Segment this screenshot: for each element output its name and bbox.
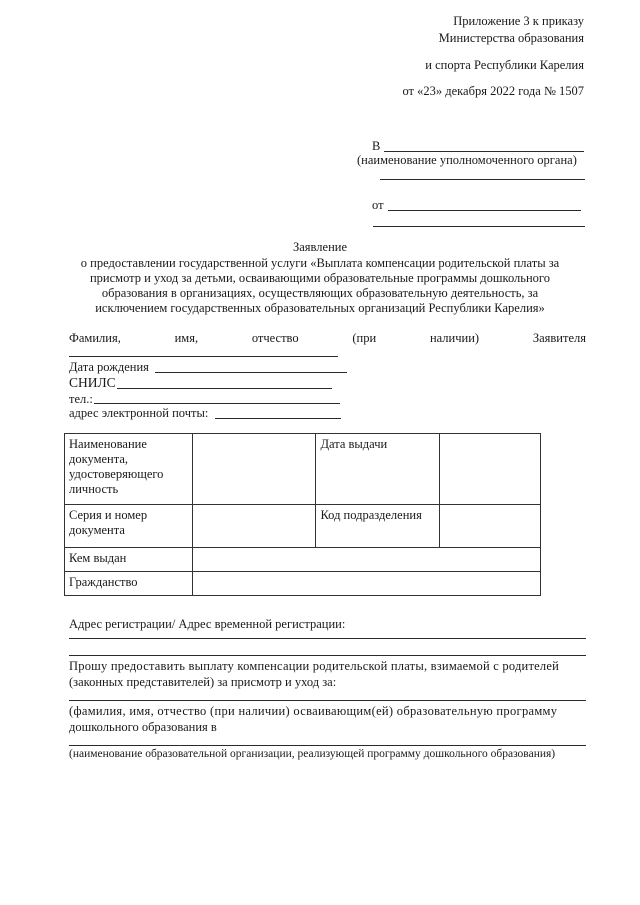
phone-line[interactable] [94, 403, 340, 404]
doc-type-label: Наименование документа, удостоверяющего личность [65, 434, 193, 505]
child-caption-line-2: дошкольного образования в [69, 720, 217, 734]
email-label: адрес электронной почты: [69, 406, 209, 420]
request-line-2: (законных представителей) за присмотр и уход за: [69, 675, 337, 689]
to-prefix: В [372, 139, 381, 153]
issue-date-label: Дата выдачи [316, 434, 440, 505]
division-code-value[interactable] [440, 505, 541, 548]
organization-caption: (наименование образовательной организации, реализующей программу дошкольного образования) [69, 748, 556, 760]
citizenship-value[interactable] [192, 572, 540, 596]
fio-word-1: Фамилия, [69, 331, 121, 345]
from-prefix: от [372, 198, 384, 212]
table-row [65, 505, 541, 548]
birth-date-line[interactable] [155, 372, 347, 373]
fio-word-3: отчество [251, 331, 299, 345]
issue-date-value[interactable] [440, 434, 541, 505]
statement-heading: Заявление [292, 240, 347, 254]
child-caption-line-1: (фамилия, имя, отчество (при наличии) осваивающим(ей) образовательную программу [69, 704, 558, 718]
division-code-label: Код подразделения [316, 505, 440, 548]
to-caption: (наименование уполномоченного органа) [357, 153, 577, 167]
registration-line-2[interactable] [69, 655, 586, 656]
from-blank-line-2[interactable] [373, 226, 585, 227]
fio-word-5: наличии) [429, 331, 480, 345]
to-blank-line-2[interactable] [380, 179, 585, 180]
snils-line[interactable] [117, 388, 332, 389]
statement-title-line-2: присмотр и уход за детьми, осваивающими образовательные программы дошкольного [89, 271, 550, 285]
phone-label: тел.: [69, 392, 93, 406]
issued-by-label: Кем выдан [65, 548, 193, 572]
child-fio-line[interactable] [69, 700, 586, 701]
statement-title-line-3: образования в организациях, осуществляющих образовательную деятельность, за [101, 286, 539, 300]
applicant-fio-label [69, 331, 586, 346]
snils-label: СНИЛС [69, 375, 116, 390]
fio-word-4: (при [352, 331, 377, 345]
appendix-line: Приложение 3 к приказу [453, 14, 584, 28]
ministry-line: Министерства образования [438, 31, 584, 45]
to-blank-line[interactable] [384, 151, 584, 152]
birth-date-label: Дата рождения [69, 360, 149, 374]
doc-type-value[interactable] [192, 434, 316, 505]
organization-line[interactable] [69, 745, 586, 746]
from-blank-line[interactable] [388, 210, 581, 211]
registration-address-label: Адрес регистрации/ Адрес временной регистрации: [69, 617, 346, 631]
statement-title-line-1: о предоставлении государственной услуги «Выплата компенсации родительской платы за [80, 256, 560, 270]
issued-by-value[interactable] [192, 548, 540, 572]
request-line-1: Прошу предоставить выплату компенсации родительской платы, взимаемой с родителей [69, 659, 560, 673]
table-row [65, 434, 541, 505]
series-number-label: Серия и номер документа [65, 505, 193, 548]
ministry-line-2: и спорта Республики Карелия [425, 58, 584, 72]
statement-title-line-4: исключением государственных образовательных организаций Республики Карелия» [95, 301, 545, 315]
identity-document-table [64, 433, 541, 596]
fio-word-6: Заявителя [532, 331, 586, 345]
fio-word-2: имя, [174, 331, 199, 345]
table-row [65, 572, 541, 596]
fio-blank-line[interactable] [69, 356, 338, 357]
request-text-line-1 [69, 659, 586, 674]
table-row [65, 548, 541, 572]
order-date-line: от «23» декабря 2022 года № 1507 [402, 84, 584, 98]
citizenship-label: Гражданство [65, 572, 193, 596]
email-line[interactable] [215, 418, 341, 419]
series-number-value[interactable] [192, 505, 316, 548]
registration-line-1[interactable] [69, 638, 586, 639]
